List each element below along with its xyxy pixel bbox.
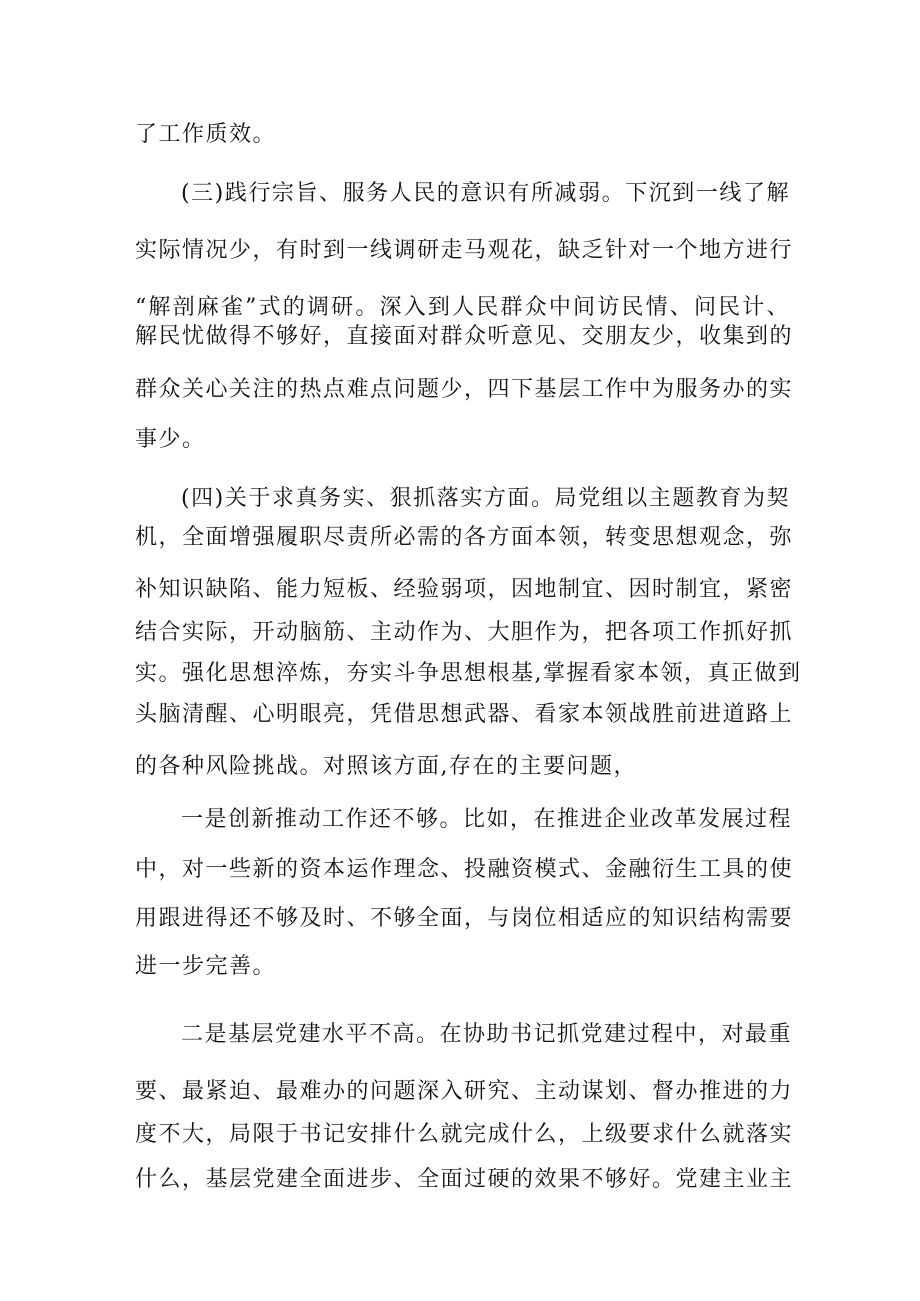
text-line: 什么，基层党建全面进步、全面过硬的效果不够好。党建主业主 xyxy=(135,1167,794,1192)
paragraph-heading-3: (三)践行宗旨、服务人民的意识有所减弱。下沉到一线了解 xyxy=(181,181,790,206)
text-line: 头脑清醒、心明眼亮，凭借思想武器、看家本领战胜前进道路上 xyxy=(135,702,794,727)
text-line: 中，对一些新的资本运作理念、投融资模式、金融衍生工具的使 xyxy=(135,857,794,882)
text-line: 要、最紧迫、最难办的问题深入研究、主动谋划、督办推进的力 xyxy=(135,1079,794,1104)
text-line: 事少。 xyxy=(135,427,206,452)
text-line: 实际情况少，有时到一线调研走马观花，缺乏针对一个地方进行 xyxy=(135,238,794,263)
text-line: 机，全面增强履职尽责所必需的各方面本领，转变思想观念，弥 xyxy=(135,525,794,550)
text-line: 了工作质效。 xyxy=(135,122,277,147)
text-line: 结合实际，开动脑筋、主动作为、大胆作为，把各项工作抓好抓 xyxy=(135,620,794,645)
paragraph-point-2: 二是基层党建水平不高。在协助书记抓党建过程中，对最重 xyxy=(181,1022,793,1047)
text-line: 用跟进得还不够及时、不够全面，与岗位相适应的知识结构需要 xyxy=(135,906,794,931)
text-line: 进一步完善。 xyxy=(135,954,277,979)
text-line: 度不大，局限于书记安排什么就完成什么，上级要求什么就落实 xyxy=(135,1122,794,1147)
text-line: 补知识缺陷、能力短板、经验弱项，因地制宜、因时制宜，紧密 xyxy=(135,577,794,602)
text-line: “解剖麻雀”式的调研。深入到人民群众中间访民情、问民计、 xyxy=(135,295,790,320)
text-line: 解民忧做得不够好，直接面对群众听意见、交朋友少，收集到的 xyxy=(135,324,794,349)
paragraph-point-1: 一是创新推动工作还不够。比如，在推进企业改革发展过程 xyxy=(181,807,793,832)
text-line: 实。强化思想淬炼，夯实斗争思想根基,掌握看家本领，真正做到 xyxy=(135,661,802,686)
paragraph-heading-4: (四)关于求真务实、狠抓落实方面。局党组以主题教育为契 xyxy=(181,486,790,511)
text-line: 的各种风险挑战。对照该方面,存在的主要问题， xyxy=(135,754,637,779)
text-line: 群众关心关注的热点难点问题少，四下基层工作中为服务办的实 xyxy=(135,377,794,402)
